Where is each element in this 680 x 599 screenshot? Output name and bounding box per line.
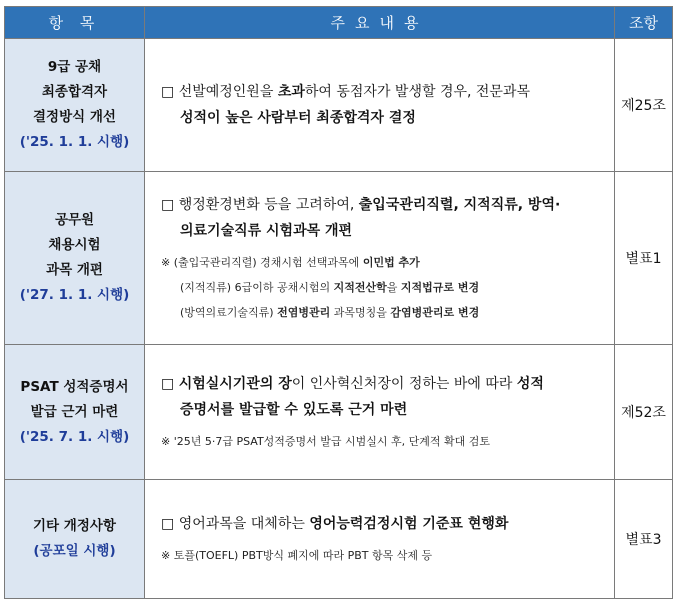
note-text: 을	[386, 280, 401, 294]
table-row	[5, 39, 673, 172]
content-line	[161, 105, 606, 131]
row-item-line: 결정방식 개선	[33, 109, 116, 125]
row-item	[5, 480, 145, 599]
row-content	[145, 345, 615, 480]
header-item: 항 목	[5, 7, 145, 39]
table-row	[5, 345, 673, 480]
row-item	[5, 39, 145, 172]
note-text: ※ (출입국관리직렬) 경채시험 선택과목에	[161, 255, 363, 269]
note-text: 감염병관리로 변경	[390, 305, 480, 319]
note-line	[161, 543, 606, 568]
content-line	[161, 511, 606, 537]
content-text: 증명서를 발급할 수 있도록 근거 마련	[180, 401, 408, 418]
row-item-line: 기타 개정사항	[33, 518, 116, 534]
row-item-line: ('25. 7. 1. 시행)	[19, 428, 130, 445]
table-row	[5, 172, 673, 345]
content-text: 영어능력검정시험 기준표 현행화	[309, 515, 509, 532]
row-ref: 제25조	[615, 39, 673, 172]
header-row	[5, 7, 673, 39]
row-item-line: 최종합격자	[41, 84, 108, 100]
note-text: ※ 토플(TOEFL) PBT방식 폐지에 따라 PBT 항목 삭제 등	[161, 548, 433, 562]
row-ref: 별표1	[615, 172, 673, 345]
note-line	[161, 275, 606, 300]
row-item-line: 9급 공채	[47, 59, 102, 75]
note-line	[161, 429, 606, 454]
row-item	[5, 345, 145, 480]
row-item-line: 공무원	[54, 212, 95, 228]
content-line	[161, 192, 606, 218]
content-text: 초과	[277, 84, 305, 100]
checkbox-bullet-icon: □	[161, 84, 179, 100]
content-line	[161, 218, 606, 244]
row-ref: 제52조	[615, 345, 673, 480]
note-line	[161, 250, 606, 275]
row-ref: 별표3	[615, 480, 673, 599]
content-text: 성적이 높은 사람부터 최종합격자 결정	[180, 110, 416, 126]
content-text: 하여 동점자가 발생할 경우, 전문과목	[304, 84, 530, 100]
note-text: 과목명칭을	[330, 305, 391, 319]
row-item-line: (공포일 시행)	[33, 543, 116, 559]
note-text: 지적법규로 변경	[400, 280, 480, 294]
row-item-line: 채용시험	[48, 237, 101, 253]
content-line	[161, 371, 606, 397]
row-item-line: 발급 근거 마련	[30, 403, 119, 420]
content-text: 선발예정인원을	[178, 84, 278, 100]
note-text: (지적직류) 6급이하 공채시험의	[180, 280, 334, 294]
note-text: 이민법 추가	[362, 255, 420, 269]
content-text: 의료기술직류 시험과목 개편	[180, 222, 353, 239]
note-text: (방역의료기술직류)	[180, 305, 278, 319]
content-text: 영어과목을 대체하는	[178, 515, 310, 532]
amendment-summary-table	[4, 6, 673, 599]
row-content	[145, 480, 615, 599]
note-line	[161, 300, 606, 325]
row-content	[145, 39, 615, 172]
checkbox-bullet-icon: □	[161, 196, 179, 213]
content-text: 출입국관리직렬, 지적직류, 방역·	[358, 196, 561, 213]
note-text: ※ '25년 5·7급 PSAT성적증명서 발급 시범실시 후, 단계적 확대 검토	[161, 434, 491, 448]
content-text: 이 인사혁신처장이 정하는 바에 따라	[291, 375, 517, 392]
content-text: 시험실시기관의 장	[178, 375, 292, 392]
notes-block	[161, 429, 606, 454]
row-item-line: ('25. 1. 1. 시행)	[19, 134, 130, 150]
row-item	[5, 172, 145, 345]
content-text: 성적	[516, 375, 544, 392]
notes-block	[161, 543, 606, 568]
row-content	[145, 172, 615, 345]
checkbox-bullet-icon: □	[161, 375, 179, 392]
table-row	[5, 480, 673, 599]
row-item-line: 과목 개편	[46, 262, 103, 278]
header-content: 주요내용	[145, 7, 615, 39]
content-line	[161, 397, 606, 423]
note-text: 지적전산학	[333, 280, 387, 294]
checkbox-bullet-icon: □	[161, 515, 179, 532]
note-text: 전염병관리	[277, 305, 331, 319]
row-item-line: PSAT 성적증명서	[20, 378, 129, 395]
row-item-line: ('27. 1. 1. 시행)	[19, 287, 130, 303]
content-line	[161, 79, 606, 105]
notes-block	[161, 250, 606, 325]
header-ref: 조항	[615, 7, 673, 39]
content-text: 행정환경변화 등을 고려하여,	[178, 196, 359, 213]
